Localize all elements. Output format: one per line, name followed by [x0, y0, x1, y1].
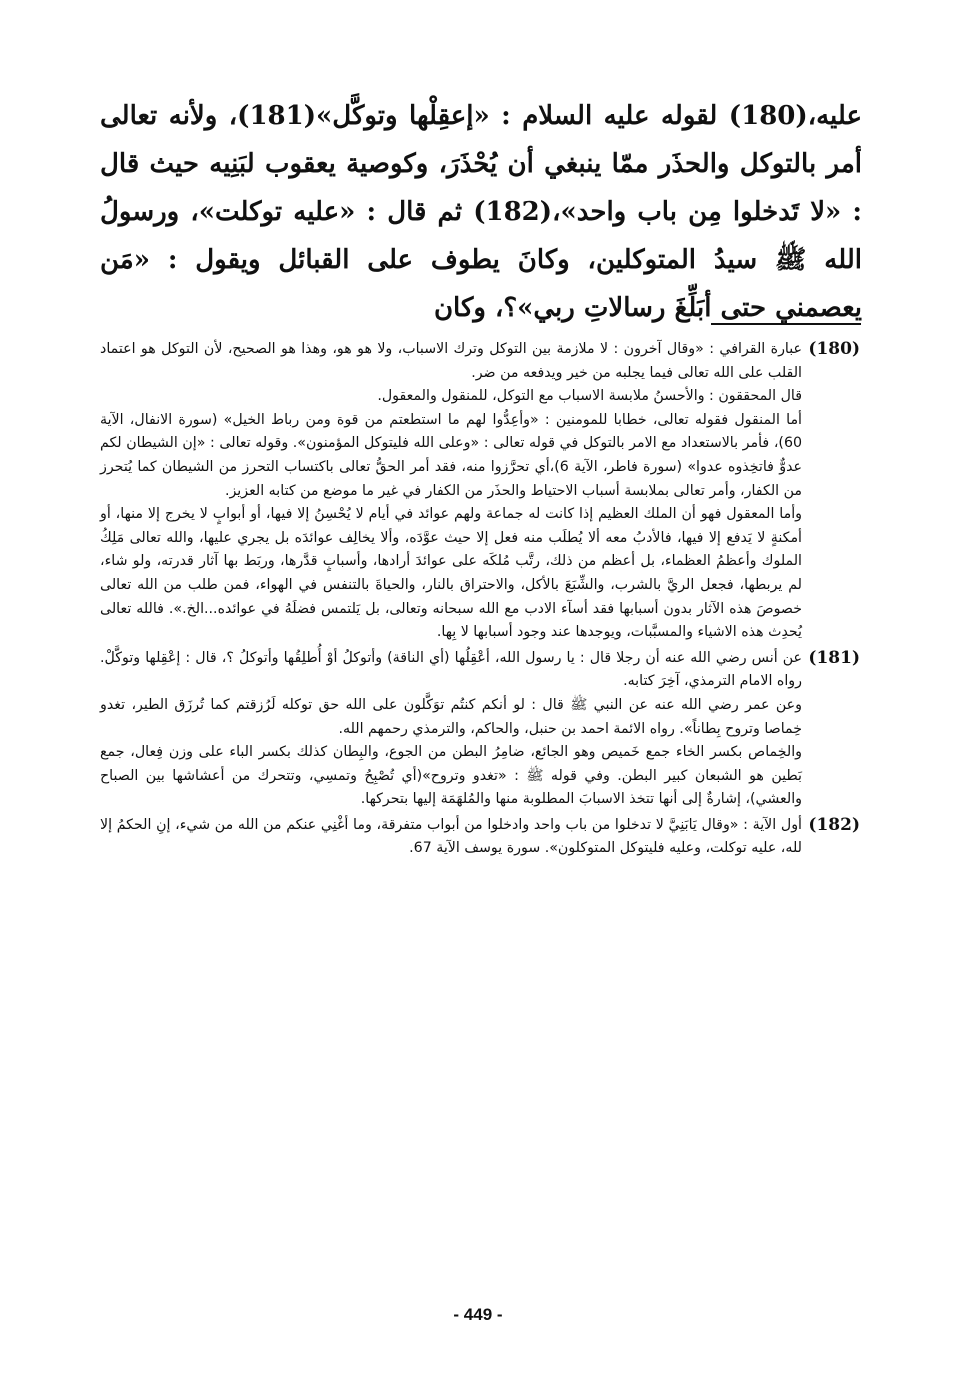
- footnote-number: (180): [808, 339, 860, 359]
- footnote-separator: [711, 323, 861, 325]
- footnote-body: [100, 814, 802, 861]
- footnote-paragraph: قال المحققون : والأحسنُ ملابسة الاسباب مع التوكل، للمنقول والمعقول.: [377, 388, 802, 405]
- footnote-number: (182): [808, 814, 860, 835]
- footnote-paragraph: عبارة القرافي : «وقال آخرون : لا ملازمة بين التوكل وترك الاسباب، ولا هو هو، وهذا هو الصحيح، لأن التوكل هو اعتماد القلب على الله تعالى فيما يجلبه من خير ويدفعه من ضر.: [100, 341, 802, 381]
- footnote-paragraph: والخِماص بكسر الخاء جمع خَميص وهو الجائع، ضامِرُ البطن من الجوع، والبِطان كذلك بكسر الباء على وزن فِعال، جمع بَطين هو الشبعان كبير البطن. وفي قوله ﷺ : «تغدو وتروح»(أي تُصْبِحُ وتمسِي، وتتحرك من أعشاشها بين الصباح والعشي)، إشارةٌ إلى أنها تتخذ الاسبابَ المطلوبة منها والمُلهَمَة إليها بتحركها.: [100, 744, 802, 808]
- footnote-181: [100, 647, 860, 812]
- footnote-body: [100, 647, 802, 812]
- footnote-paragraph: أول الآية : «وقال يَابَنِيَّ لا تدخلوا من باب واحد وادخلوا من أبواب متفرقة، وما أغْنِي عنكم من الله من شيء، إنِ الحكمُ إلا لله، عليه توكلت، وعليه فليتوكل المتوكلون». سورة يوسف الآية 67.: [100, 816, 802, 857]
- footnote-180: [100, 338, 860, 645]
- footnote-paragraph: عن أنس رضي الله عنه أن رجلا قال : يا رسول الله، أعْقِلُها (أي الناقة) وأتوكلُ أوْ أُطلِقُها وأتوكلُ ؟، قال : إعْقِلها وتوكَّلْ. رواه الامام الترمذي، آخِرَ كتابه.: [100, 649, 802, 690]
- footnote-number: (181): [808, 647, 860, 668]
- footnote-body: [100, 338, 802, 645]
- footnote-paragraph: أما المنقول فقوله تعالى، خطابا للمومنين : «وأعِدُّوا لهم ما استطعتم من قوة ومن رباط الخيل» (سورة الانفال، الآية 60)، فأمر بالاستعداد مع الامر بالتوكل في قوله تعالى : «وعلى الله فليتوكل المؤمنون». وقوله تعالى : «إن الشيطان لكم عدوٌّ فاتخِذوه عدوا» (سورة فاطر، الآية 6)،أي تحرَّزوا منه، فقد أمر الحقُّ تعالى باكتساب التحرز من الشيطان كما يُتحرز من الكفار، وأمر تعالى بملابسة أسباب الاحتياط والحذَر من الكفار في غير ما موضع من كتابه العزيز.: [100, 411, 802, 499]
- footnote-paragraph: وأما المعقول فهو أن الملك العظيم إذا كانت له جماعة ولهم عوائد في أيام لا يُحْسِنُ إلا فيها، أو أبوابٍ لا يخرج إلا منها، أو أمكنةٍ لا يَدفع إلا فيها، فالأدبُ معه ألا يُطلَب منه فعل إلا حيث عوَّدَه، وألا يخالِف عوائدَه بل يجري عليها، والله تعالى مَلِكُ الملوك وأعظمُ العظماء، بل أعظم من ذلك، رتَّب مُلكَه على عوائدَ أرادها، وأسبابٍ قدَّرها، وربَط بها آثار قدرته، ولو شاء، لم يربطها، فجعل الريَّ بالشرب، والشِّبَعَ بالأكل، والاحتراق بالنار، والحياةَ بالتنفس في الهواء، فمن طلب من الله تعالى خصوصَ هذه الآثار بدون أسبابها فقد أسآء الادب مع الله سبحانه وتعالى، بل يَلتمس فضلَهُ في عوائده...الخ.». فالله تعالى يُحدِث هذه الاشياء والمسبَّبات، ويوجدها عند وجود أسبابها لا بِها.: [100, 506, 802, 641]
- footnote-182: [100, 814, 860, 861]
- footnote-paragraph: وعن عمر رضي الله عنه عن النبي ﷺ قال : لو أنكم كنتُم توَكَّلون على الله حق توكله لَرُزقتم كما تُرزَق الطير، تغدو خِماصا وتروح بِطاناً». رواه الائمة احمد بن حنبل، والحاكم، والترمذي رحمهم الله.: [100, 696, 802, 737]
- page-number: - 449 -: [453, 1305, 503, 1324]
- footnotes-section: [100, 338, 860, 861]
- main-text-paragraph: عليه،(180) لقوله عليه السلام : «إعقِلْها وتوكَّل»(181)، ولأنه تعالى أمر بالتوكل والحذَر ممّا ينبغي أن يُحْذَرَ، وكوصية يعقوب لبَنِيه حيث قال : «لا تَدخلوا مِن باب واحد»،(182) ثم قال : «عليه توكلت»، ورسولُ الله ﷺ سيدُ المتوكلين، وكانَ يطوف على القبائل ويقول : «مَن يعصمني حتى أبَلِّغَ رسالاتِ ربي»؟، وكان: [100, 101, 862, 323]
